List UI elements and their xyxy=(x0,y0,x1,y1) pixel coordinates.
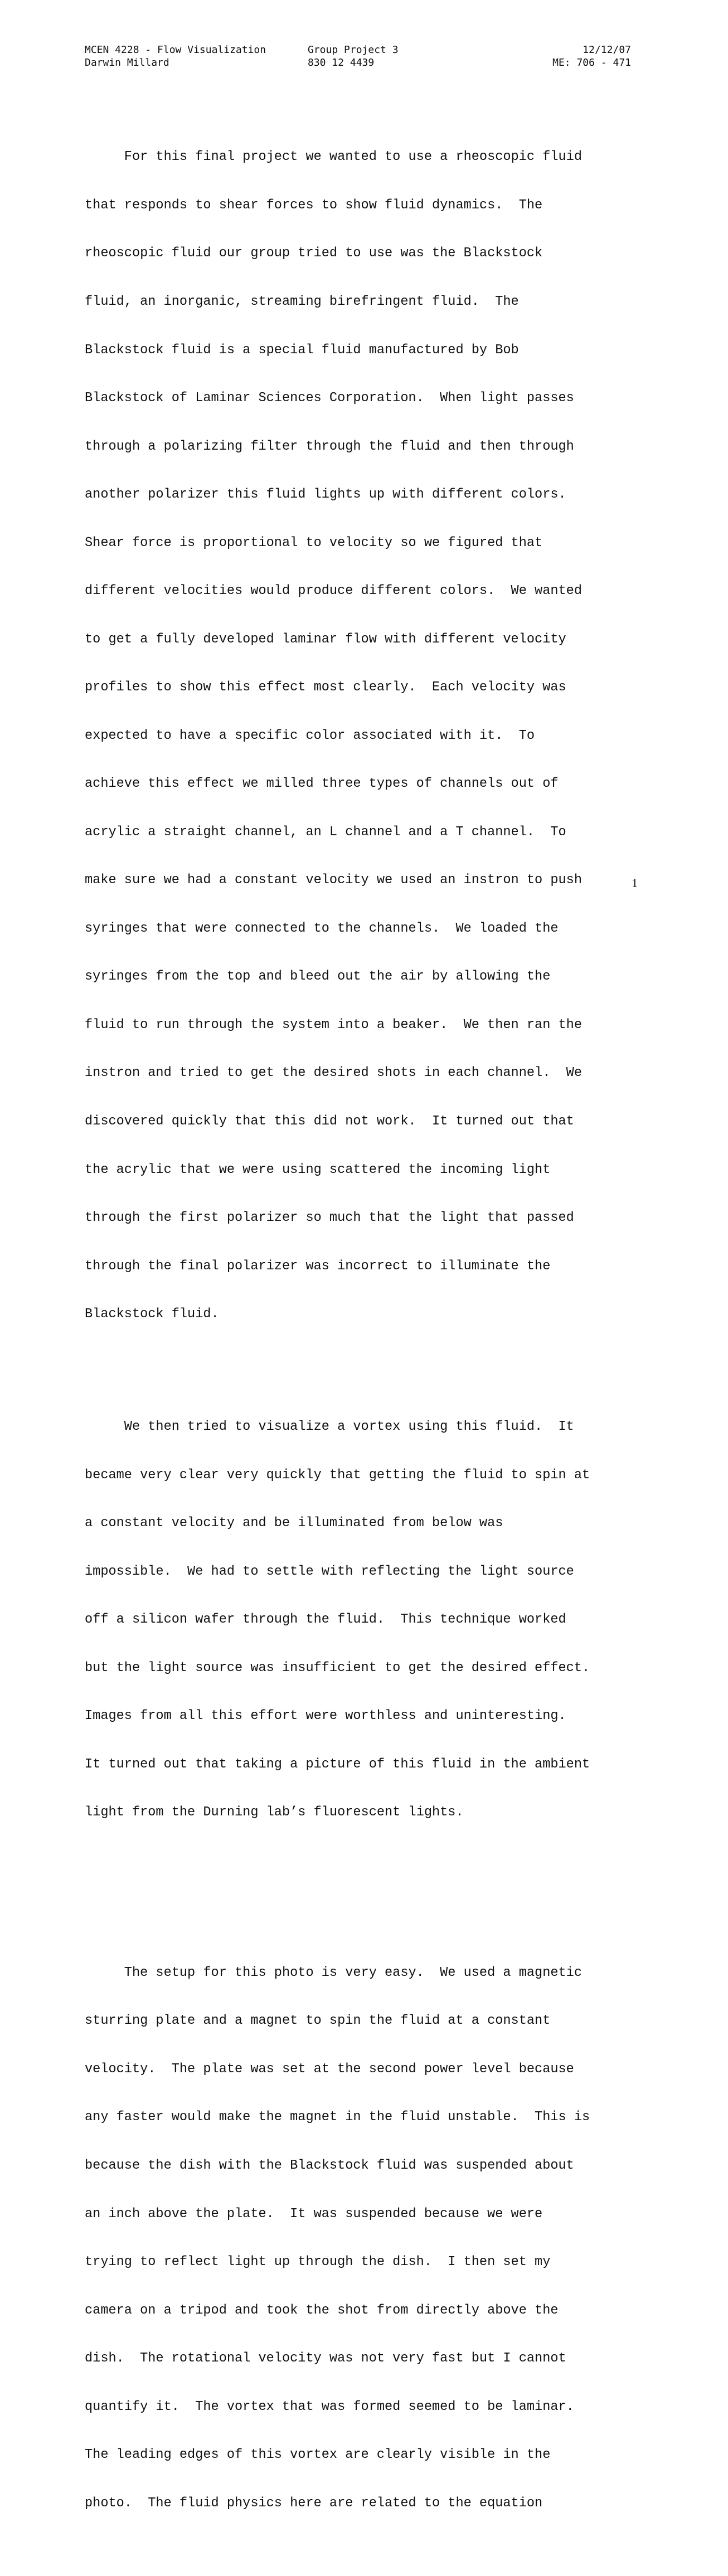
text-line: syringes that were connected to the channels. We loaded the xyxy=(85,921,559,936)
paragraph-2 xyxy=(85,1387,642,1853)
text-line: the acrylic that we were using scattered the incoming light xyxy=(85,1162,551,1177)
course-title: MCEN 4228 - Flow Visualization xyxy=(85,44,266,56)
text-line: off a silicon wafer through the fluid. This technique worked xyxy=(85,1612,566,1628)
text-line: Blackstock fluid. xyxy=(85,1307,219,1322)
text-line: achieve this effect we milled three types of channels out of xyxy=(85,776,559,792)
text-line: light from the Durning lab’s fluorescent lights. xyxy=(85,1805,464,1820)
text-line: photo. The fluid physics here are related to the equation xyxy=(85,2495,543,2511)
text-line: The leading edges of this vortex are clearly visible in the xyxy=(85,2447,551,2463)
text-line: through the final polarizer was incorrect to illuminate the xyxy=(85,1258,551,1274)
text-line: expected to have a specific color associated with it. To xyxy=(85,728,535,743)
text-line: syringes from the top and bleed out the air by allowing the xyxy=(85,969,551,985)
text-line: because the dish with the Blackstock fluid was suspended about xyxy=(85,2158,574,2173)
text-line: that responds to shear forces to show fluid dynamics. The xyxy=(85,197,543,213)
text-line: through a polarizing filter through the fluid and then through xyxy=(85,439,574,454)
text-line: to get a fully developed laminar flow with different velocity xyxy=(85,631,566,647)
text-line: fluid to run through the system into a beaker. We then ran the xyxy=(85,1017,582,1033)
text-line: velocity. The plate was set at the second power level because xyxy=(85,2061,574,2077)
student-id: 830 12 4439 xyxy=(308,57,375,69)
text-line: through the first polarizer so much that the light that passed xyxy=(85,1210,574,1226)
text-line: camera on a tripod and took the shot from directly above the xyxy=(85,2302,559,2318)
paragraph-spacer xyxy=(85,1886,642,1901)
text-line: impossible. We had to settle with reflecting the light source xyxy=(85,1564,574,1579)
text-line: Images from all this effort were worthless and uninteresting. xyxy=(85,1708,566,1724)
text-line: any faster would make the magnet in the fluid unstable. This is xyxy=(85,2110,590,2125)
text-line: instron and tried to get the desired shots in each channel. We xyxy=(85,1065,582,1081)
text-line: make sure we had a constant velocity we used an instron to push xyxy=(85,873,582,888)
text-line: quantify it. The vortex that was formed seemed to be laminar. xyxy=(85,2399,574,2414)
header-row-2 xyxy=(85,56,631,69)
text-line: discovered quickly that this did not work. It turned out that xyxy=(85,1114,574,1129)
text-line: a constant velocity and be illuminated from below was xyxy=(85,1516,503,1531)
text-line: different velocities would produce different colors. We wanted xyxy=(85,583,582,599)
text-line: Blackstock of Laminar Sciences Corporation. When light passes xyxy=(85,391,574,406)
text-line: an inch above the plate. It was suspended because we were xyxy=(85,2206,543,2222)
project-title: Group Project 3 xyxy=(308,44,399,56)
paragraph-1 xyxy=(85,118,642,1355)
text-line: Shear force is proportional to velocity so we figured that xyxy=(85,535,543,551)
text-line: It turned out that taking a picture of this fluid in the ambient xyxy=(85,1756,590,1772)
page-number: 1 xyxy=(632,876,638,890)
text-line: For this final project we wanted to use a rheoscopic fluid xyxy=(85,149,582,165)
text-line: fluid, an inorganic, streaming birefringent fluid. The xyxy=(85,294,519,309)
text-line: rheoscopic fluid our group tried to use was the Blackstock xyxy=(85,246,543,261)
document-date: 12/12/07 xyxy=(583,44,631,56)
text-line: profiles to show this effect most clearly. Each velocity was xyxy=(85,680,566,695)
text-line: sturring plate and a magnet to spin the fluid at a constant xyxy=(85,2013,551,2029)
author-name: Darwin Millard xyxy=(85,57,169,69)
text-line: The setup for this photo is very easy. We used a magnetic xyxy=(85,1965,582,1980)
paragraph-3 xyxy=(85,1933,642,2544)
text-line: dish. The rotational velocity was not very fast but I cannot xyxy=(85,2351,566,2366)
body-text xyxy=(85,85,642,2576)
text-line: We then tried to visualize a vortex using this fluid. It xyxy=(85,1419,574,1435)
header-row-1 xyxy=(85,43,631,56)
text-line: but the light source was insufficient to get the desired effect. xyxy=(85,1660,590,1676)
page-header xyxy=(85,43,631,69)
text-line: trying to reflect light up through the dish. I then set my xyxy=(85,2254,551,2270)
text-line: became very clear very quickly that getting the fluid to spin at xyxy=(85,1467,590,1483)
text-line: Blackstock fluid is a special fluid manufactured by Bob xyxy=(85,342,519,358)
text-line: acrylic a straight channel, an L channel and a T channel. To xyxy=(85,824,566,840)
text-line: another polarizer this fluid lights up with different colors. xyxy=(85,487,566,503)
course-section: ME: 706 - 471 xyxy=(552,57,631,69)
